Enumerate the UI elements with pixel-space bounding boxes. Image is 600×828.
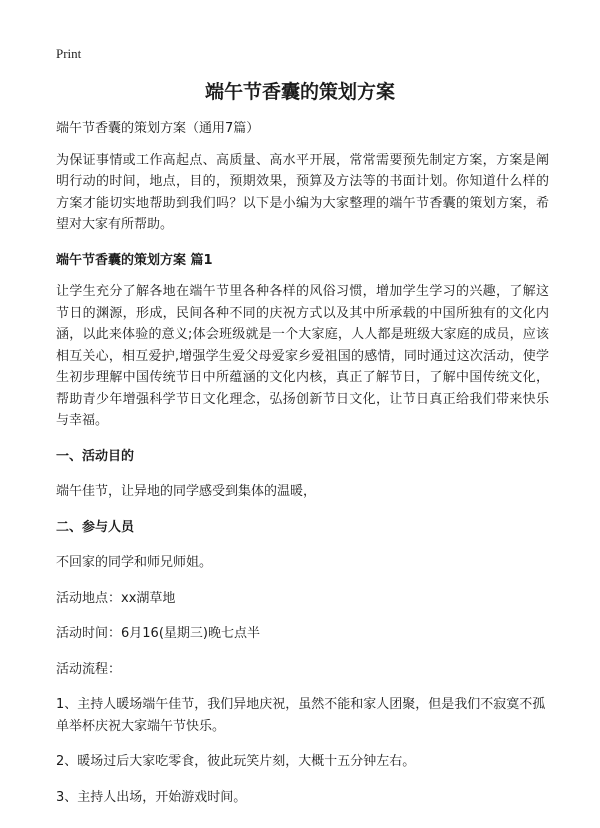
time-text: 活动时间：6月16(星期三)晚七点半 — [56, 626, 260, 641]
purpose-text: 端午佳节，让异地的同学感受到集体的温暖， — [56, 484, 317, 499]
heading-purpose: 一、活动目的 — [56, 448, 135, 464]
flow-label: 活动流程： — [56, 661, 122, 677]
page-title: 端午节香囊的策划方案 — [204, 81, 395, 103]
flow-step: 1、主持人暖场端午佳节，我们异地庆祝，虽然不能和家人团聚，但是我们不寂寞不孤单举杯庆祝大家端午节快乐。 — [56, 697, 546, 734]
heading-participants: 二、参与人员 — [56, 519, 135, 535]
section-body-paragraph: 让学生充分了解各地在端午节里各种各样的风俗习惯，增加学生学习的兴趣，了解这节日的渊源，形成，民间各种不同的庆祝方式以及其中所承载的中国所独有的文化内涵，以此来体验的意义;体会班级就是一个大家庭，人人都是班级大家庭的成员，应该相互关心，相互爱护,增强学生爱父母爱家乡爱祖国的感情，同时通过这次活动，使学生初步理解中国传统节日中所蕴涵的文化内核，真正了解节日，了解中国传统文化，帮助青少年增强科学节日文化理念，弘扬创新节日文化，让节日真正给我们带来快乐与幸福。 — [56, 284, 549, 428]
intro-paragraph: 为保证事情或工作高起点、高质量、高水平开展，常常需要预先制定方案，方案是阐明行动的时间，地点，目的，预期效果，预算及方法等的书面计划。你知道什么样的方案才能切实地帮助到我们吗？以下是小编为大家整理的端午节香囊的策划方案，希望对大家有所帮助。 — [56, 152, 549, 232]
participants-text: 不回家的同学和师兄师姐。 — [56, 555, 213, 570]
flow-step: 3、主持人出场，开始游戏时间。 — [56, 789, 247, 805]
section-title: 端午节香囊的策划方案 篇1 — [56, 252, 213, 268]
document-body — [56, 118, 549, 822]
print-link[interactable]: Print — [56, 46, 82, 61]
location-text: 活动地点：xx湖草地 — [56, 590, 176, 606]
document-subtitle: 端午节香囊的策划方案（通用7篇） — [56, 121, 260, 136]
flow-step: 2、暖场过后大家吃零食，彼此玩笑片刻，大概十五分钟左右。 — [56, 754, 416, 769]
